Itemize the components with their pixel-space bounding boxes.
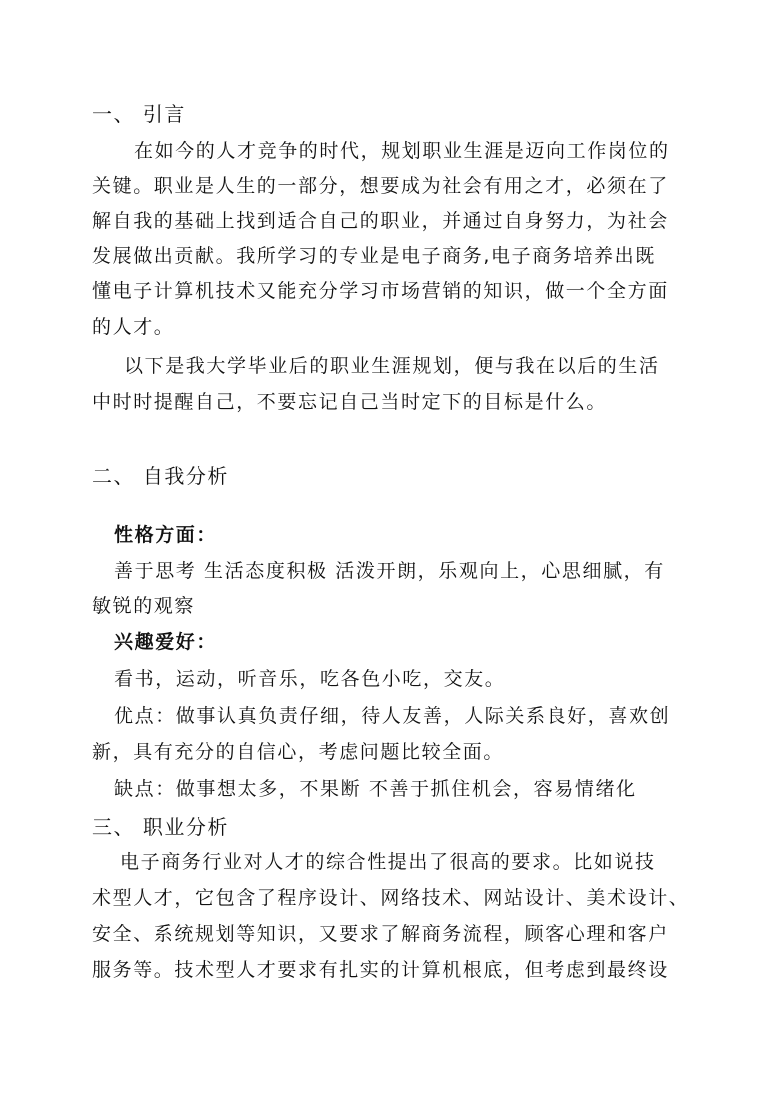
paragraph-line: 敏锐的观察 xyxy=(92,595,196,617)
subheading-personality: 性格方面： xyxy=(114,524,218,546)
paragraph-line: 安全、系统规划等知识，又要求了解商务流程，顾客心理和客户 xyxy=(92,923,669,945)
paragraph-line: 的人才。 xyxy=(92,316,175,338)
paragraph-line: 以下是我大学毕业后的职业生涯规划，便与我在以后的生活 xyxy=(124,355,660,377)
paragraph-line: 善于思考 生活态度积极 活泼开朗，乐观向上，心思细腻，有 xyxy=(114,560,665,582)
section-heading-self-analysis: 二、 自我分析 xyxy=(92,464,229,488)
paragraph-line: 发展做出贡献。我所学习的专业是电子商务,电子商务培养出既 xyxy=(92,245,656,267)
paragraph-line: 在如今的人才竞争的时代，规划职业生涯是迈向工作岗位的 xyxy=(134,140,670,162)
paragraph-line: 电子商务行业对人才的综合性提出了很高的要求。比如说技 xyxy=(120,851,656,873)
paragraph-line: 缺点：做事想太多，不果断 不善于抓住机会，容易情绪化 xyxy=(114,778,637,800)
paragraph-line: 中时时提醒自己，不要忘记自己当时定下的目标是什么。 xyxy=(92,391,608,413)
section-heading-career: 三、 职业分析 xyxy=(92,815,229,839)
paragraph-line: 术型人才，它包含了程序设计、网络技术、网站设计、美术设计、 xyxy=(92,887,690,909)
paragraph-line: 优点：做事认真负责仔细，待人友善，人际关系良好，喜欢创 xyxy=(114,705,671,727)
section-heading-intro: 一、 引言 xyxy=(92,102,186,126)
paragraph-line: 关键。职业是人生的一部分，想要成为社会有用之才，必须在了 xyxy=(92,175,669,197)
paragraph-line: 服务等。技术型人才要求有扎实的计算机根底，但考虑到最终设 xyxy=(92,959,669,981)
paragraph-line: 看书，运动，听音乐，吃各色小吃，交友。 xyxy=(114,668,506,690)
paragraph-line: 懂电子计算机技术又能充分学习市场营销的知识，做一个全方面 xyxy=(92,280,669,302)
subheading-hobby: 兴趣爱好： xyxy=(114,631,218,653)
paragraph-line: 新，具有充分的自信心，考虑问题比较全面。 xyxy=(92,741,505,763)
paragraph-line: 解自我的基础上找到适合自己的职业，并通过自身努力，为社会 xyxy=(92,210,669,232)
